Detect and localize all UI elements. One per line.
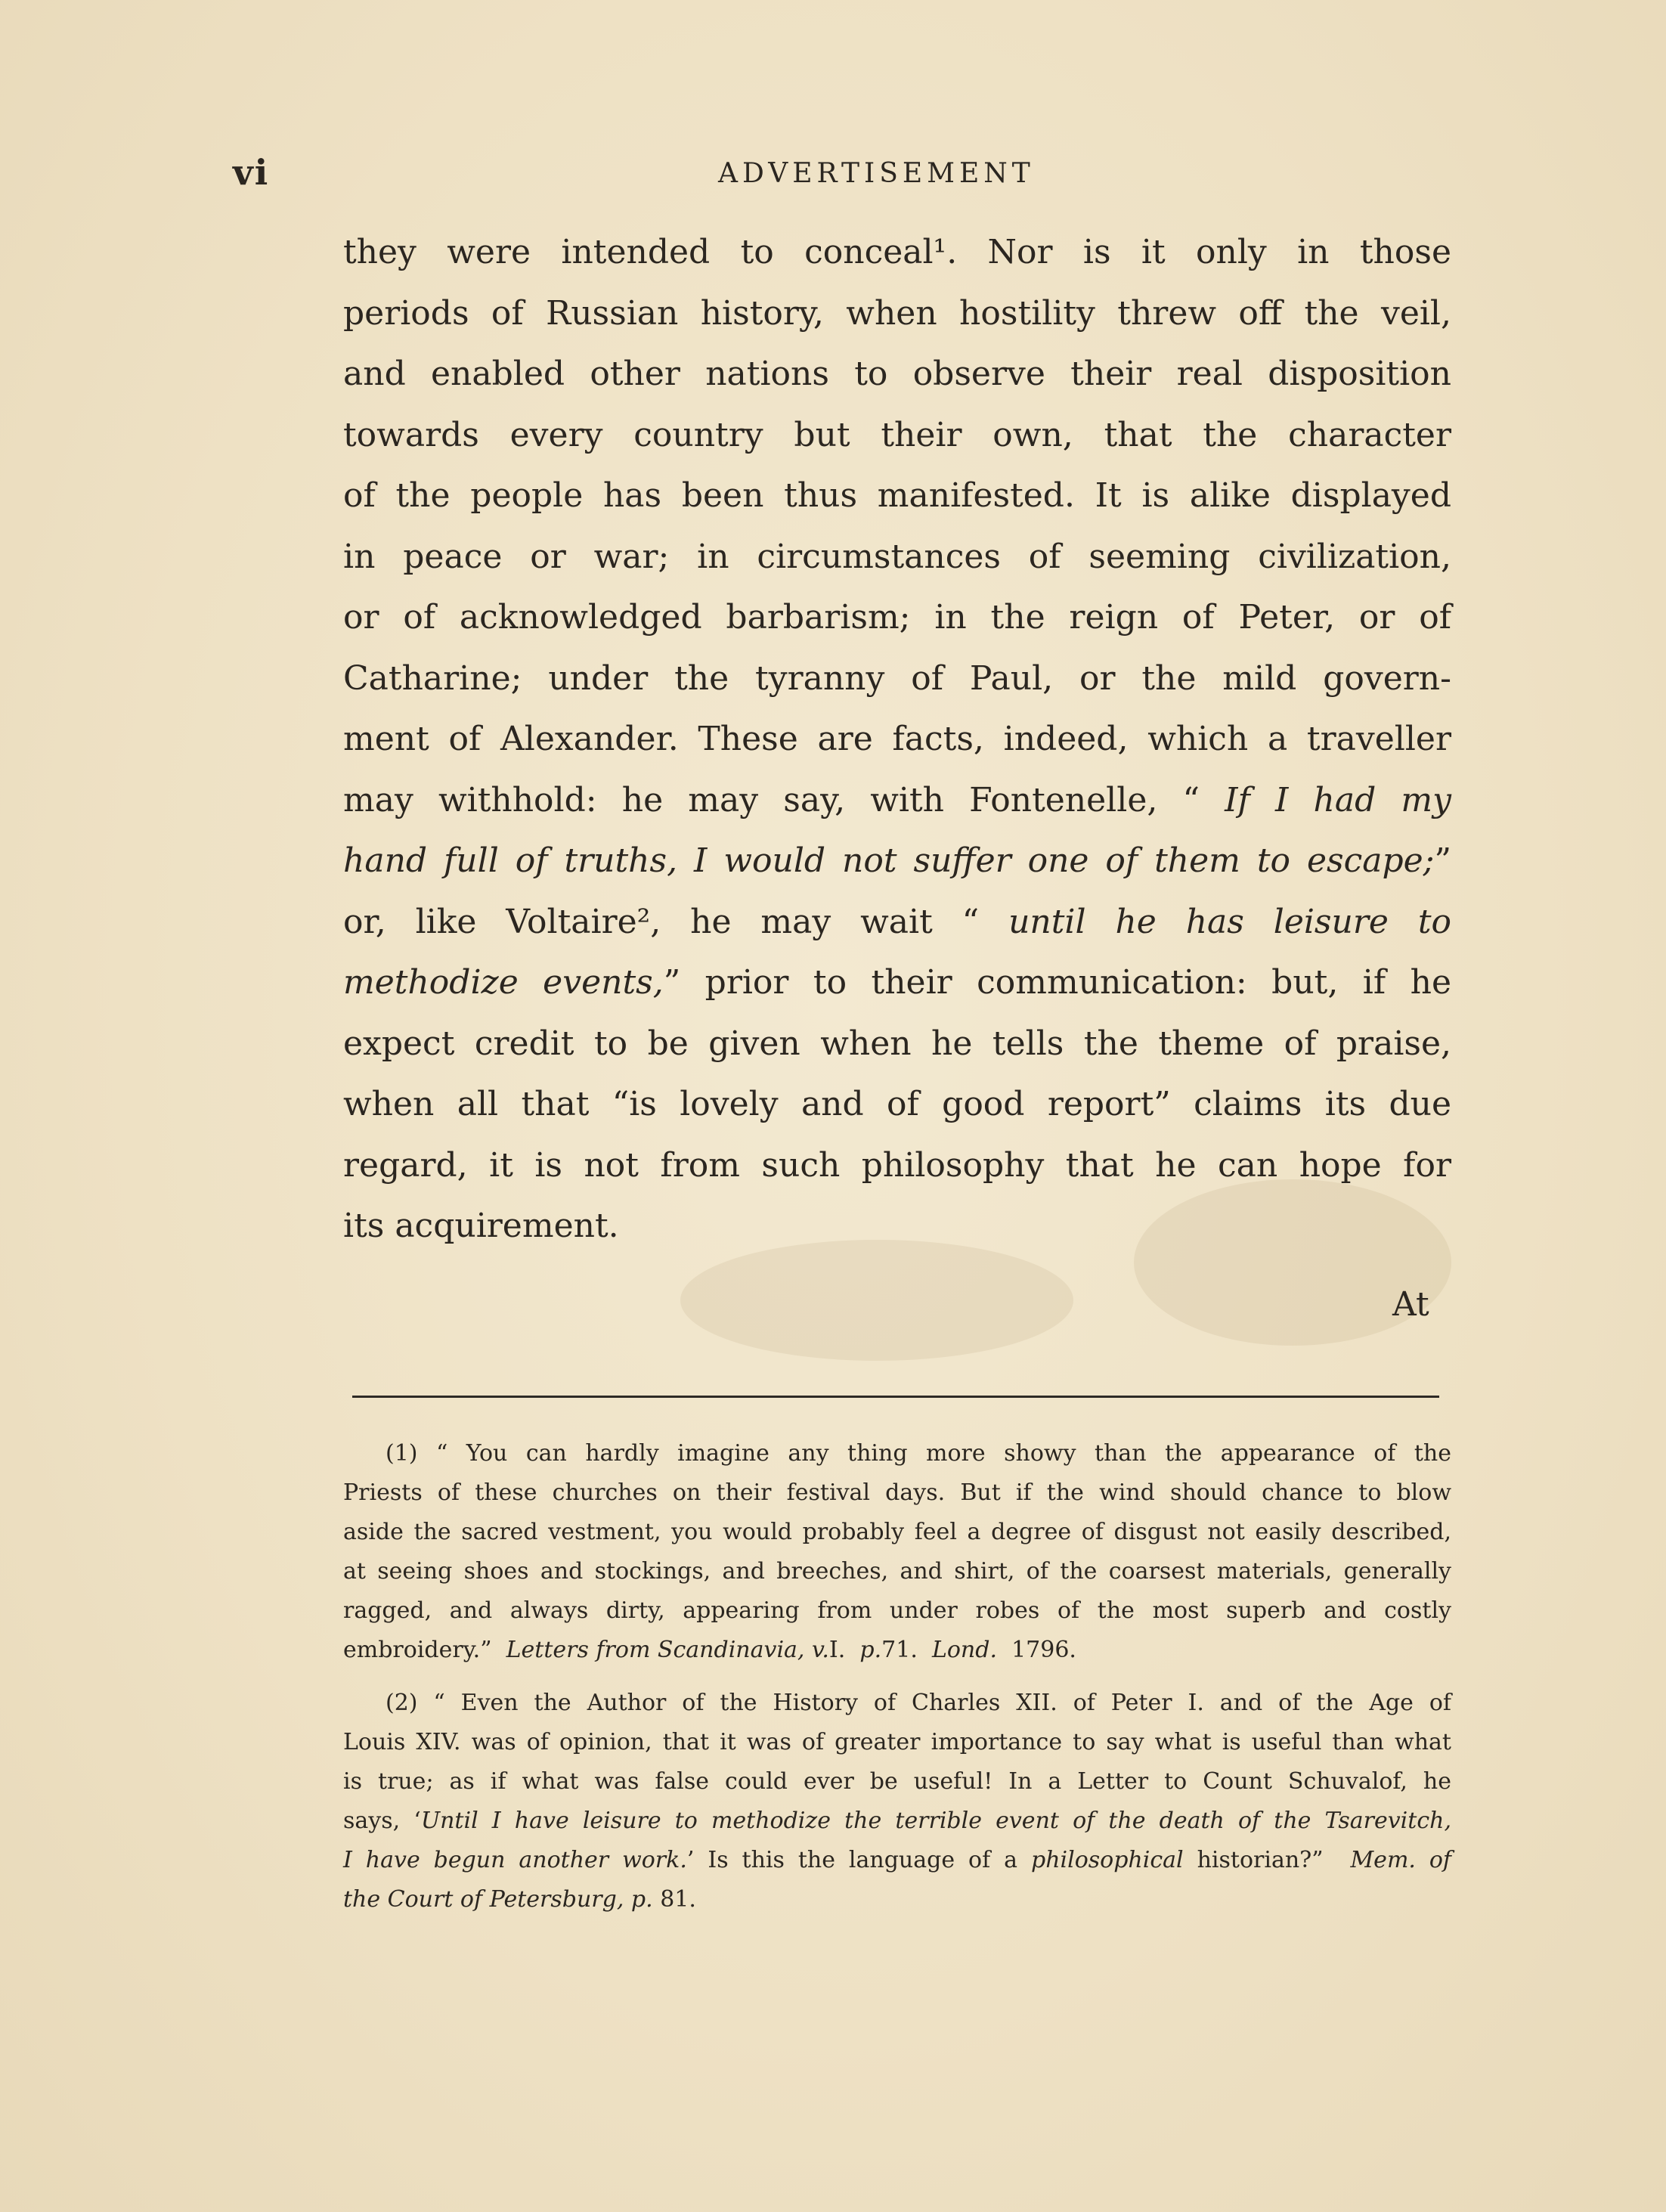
voltaire-letter-quote: I have begun another work. [343,1847,687,1873]
footnotes [343,1434,1451,1919]
citation-page: 71. [881,1637,918,1663]
body-line: ment of Alexander. These are facts, indeed, which a traveller [343,720,1451,758]
fontenelle-quote: If I had my [1225,780,1451,819]
footnote-1-line: at seeing shoes and stockings, and breeches, and shirt, of the coarsest materials, generally [343,1558,1451,1585]
catchword: At [1392,1285,1429,1324]
footnote-1-line: (1) “ You can hardly imagine any thing more showy than the appearance of the [386,1440,1451,1467]
body-text [343,222,1451,1257]
footnote-text-run: ’ Is this the language of a [686,1847,1018,1873]
citation-place: Lond. [931,1637,997,1663]
footnote-1-line: Priests of these churches on their festival days. But if the wind should chance to blow [343,1479,1451,1506]
body-line: expect credit to be given when he tells the theme of praise, [343,1024,1451,1063]
citation-page: 81. [660,1886,696,1913]
body-line [343,892,1451,953]
body-line [343,770,1451,832]
footnote-emphasis: philosophical [1030,1847,1184,1873]
body-line: in peace or war; in circumstances of seeming civilization, [343,537,1451,576]
footnote-2-line [343,1841,1451,1880]
body-line: or of acknowledged barbarism; in the reign of Peter, or of [343,598,1451,637]
body-text-run: ” [1434,841,1451,880]
body-line: its acquirement. [343,1207,619,1245]
footnote-1-line: aside the sacred vestment, you would probably feel a degree of disgust not easily described, [343,1519,1451,1545]
body-line [343,953,1451,1014]
footnote-1-line: ragged, and always dirty, appearing from under robes of the most superb and costly [343,1597,1451,1624]
body-line: towards every country but their own, that the character [343,415,1451,454]
body-line: of the people has been thus manifested. It is alike displayed [343,476,1451,515]
footnote-1-citation [343,1631,1451,1670]
body-line: Catharine; under the tyranny of Paul, or the mild govern- [343,658,1451,698]
body-line: when all that “is lovely and of good report” claims its due [343,1085,1451,1123]
citation-title: the Court of Petersburg, p. [343,1886,653,1913]
voltaire-quote: methodize events, [343,963,664,1002]
fontenelle-quote: hand full of truths, I would not suffer one of them to escape; [343,841,1435,880]
body-text-run: or, like Voltaire², he may wait “ [343,902,980,941]
footnote-rule [352,1396,1439,1398]
body-text-run: ” prior to their communication: but, if he [663,963,1451,1002]
voltaire-letter-quote: Until I have leisure to methodize the terrible event of the death of the Tsarevitch, [420,1808,1451,1834]
footnote-text-run: historian?” [1197,1847,1324,1873]
footnote-2-line: is true; as if what was false could ever be useful! In a Letter to Count Schuvalof, he [343,1768,1451,1795]
paper-stain [680,1240,1073,1361]
body-line: periods of Russian history, when hostility threw off the veil, [343,293,1451,333]
footnote-2-line: (2) “ Even the Author of the History of Charles XII. of Peter I. and of the Age of [386,1690,1451,1716]
voltaire-quote: until he has leisure to [1008,902,1451,941]
citation-volume: I. [828,1637,846,1663]
citation-year: 1796. [1011,1637,1076,1663]
body-text-run: may withhold: he may say, with Fontenelle, “ [343,780,1200,819]
citation-title: Mem. of [1350,1847,1452,1873]
running-head: ADVERTISEMENT [718,158,1035,189]
footnote-2-line [343,1802,1451,1841]
citation-page-label: p. [859,1637,882,1663]
page-number: vi [233,152,270,193]
body-line [343,831,1451,892]
footnote-2-citation [343,1880,1451,1919]
citation-title: Letters from Scandinavia, v. [506,1637,829,1663]
body-line: and enabled other nations to observe their real disposition [343,355,1451,393]
body-line: they were intended to conceal¹. Nor is it only in those [343,233,1451,271]
footnote-2-line: Louis XIV. was of opinion, that it was of greater importance to say what is useful than what [343,1729,1451,1755]
body-line: regard, it is not from such philosophy that he can hope for [343,1145,1451,1185]
footnote-text-run: says, ‘ [343,1808,421,1834]
footnote-text-run: embroidery.” [343,1637,492,1663]
